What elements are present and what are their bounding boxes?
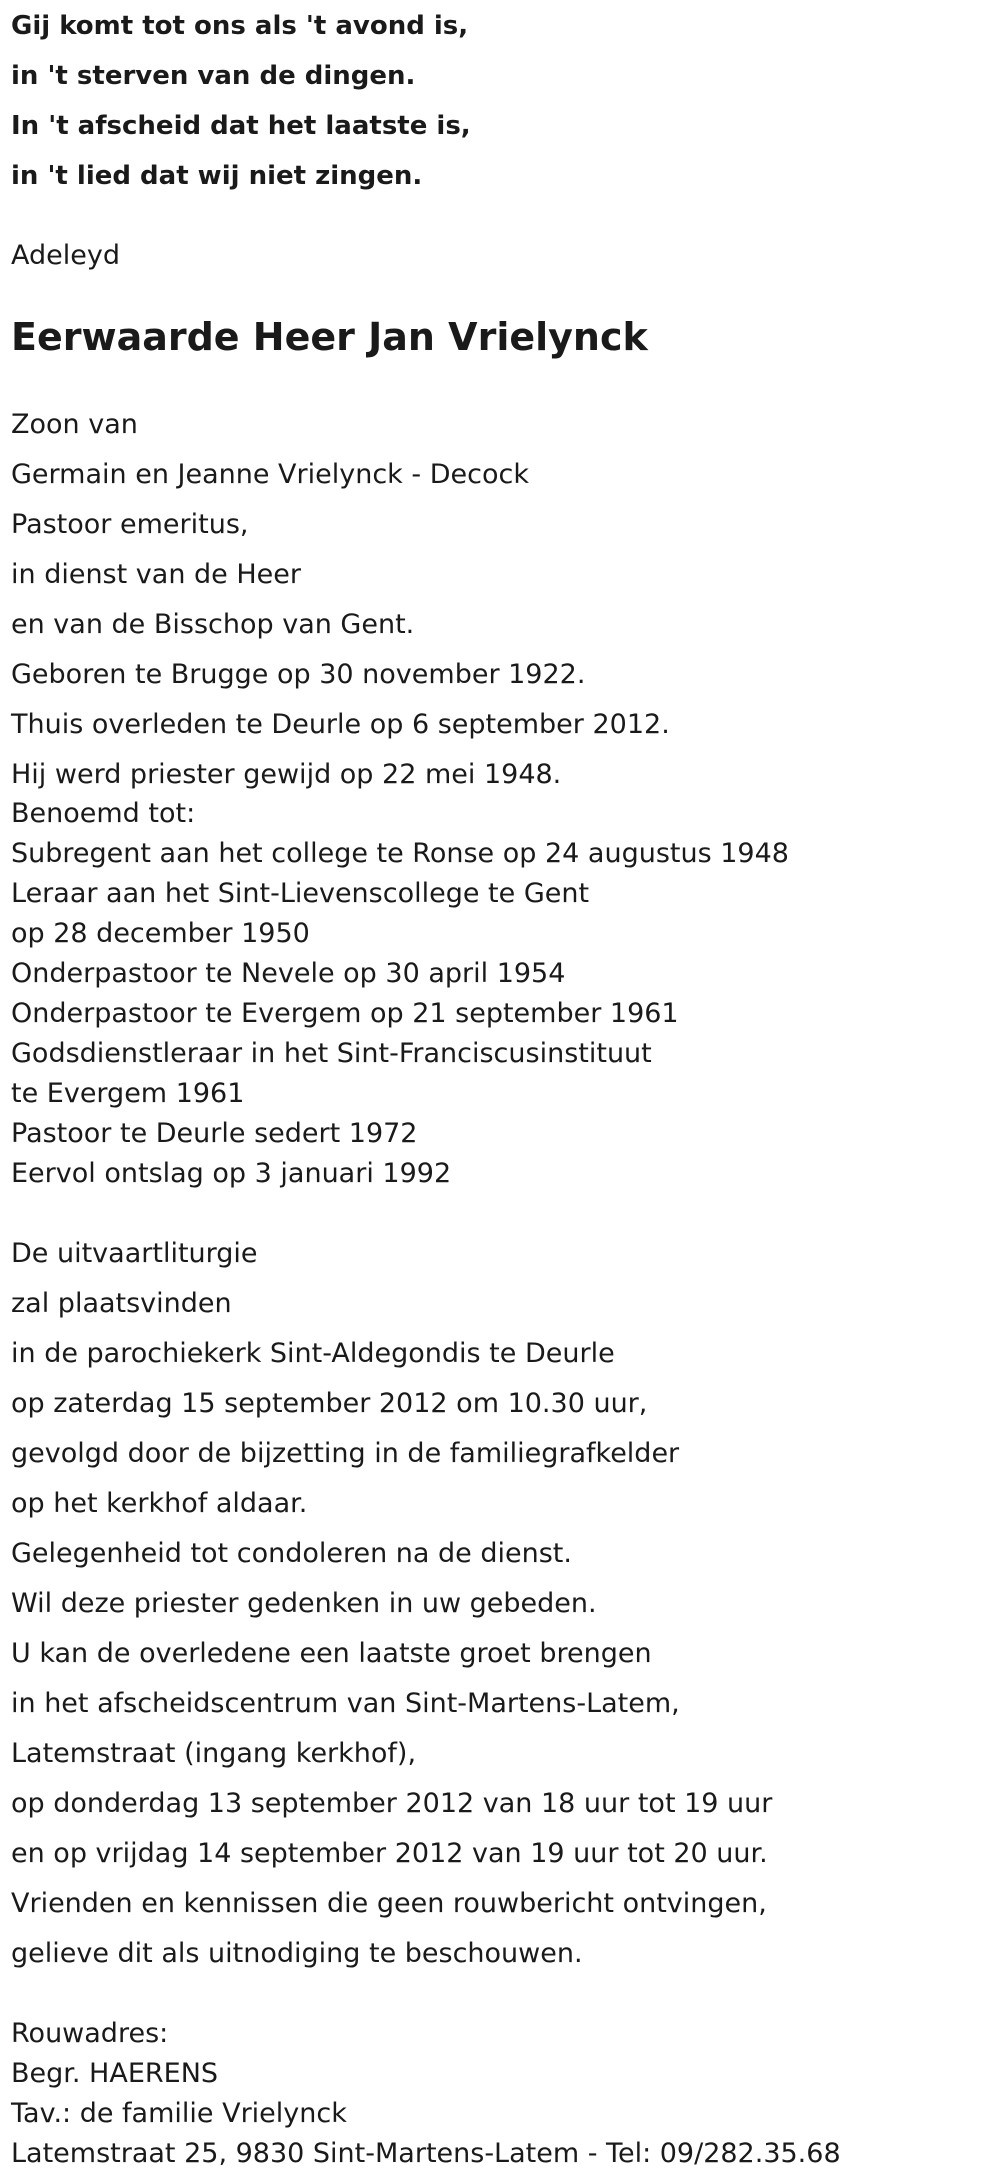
appointment-line: Pastoor te Deurle sedert 1972 [11,1118,418,1149]
bio-line: Pastoor emeritus, [11,509,249,540]
appointment-line: Onderpastoor te Nevele op 30 april 1954 [11,958,566,989]
funeral-line: De uitvaartliturgie [11,1238,258,1269]
appointment-line: Onderpastoor te Evergem op 21 september 1961 [11,998,679,1029]
funeral-line: in het afscheidscentrum van Sint-Martens-Latem, [11,1688,680,1719]
funeral-line: op zaterdag 15 september 2012 om 10.30 uur, [11,1388,648,1419]
poem-line: In 't afscheid dat het laatste is, [11,111,471,141]
poem-author: Adeleyd [11,240,120,271]
bio-line: Geboren te Brugge op 30 november 1922. [11,659,586,690]
funeral-line: en op vrijdag 14 september 2012 van 19 uur tot 20 uur. [11,1838,768,1869]
funeral-line: Vrienden en kennissen die geen rouwbericht ontvingen, [11,1888,767,1919]
poem-line: Gij komt tot ons als 't avond is, [11,11,469,41]
address-line: Tav.: de familie Vrielynck [11,2098,347,2129]
funeral-line: zal plaatsvinden [11,1288,232,1319]
bio-line: en van de Bisschop van Gent. [11,609,415,640]
funeral-line: U kan de overledene een laatste groet brengen [11,1638,652,1669]
appointment-line: Benoemd tot: [11,798,196,829]
funeral-line: op het kerkhof aldaar. [11,1488,308,1519]
appointment-line: op 28 december 1950 [11,918,310,949]
bio-line: Zoon van [11,409,138,440]
poem-line: in 't lied dat wij niet zingen. [11,161,423,191]
funeral-line: in de parochiekerk Sint-Aldegondis te Deurle [11,1338,615,1369]
bio-line: Hij werd priester gewijd op 22 mei 1948. [11,759,562,790]
funeral-line: op donderdag 13 september 2012 van 18 uur tot 19 uur [11,1788,773,1819]
appointment-line: Godsdienstleraar in het Sint-Franciscusinstituut [11,1038,652,1069]
appointment-line: Eervol ontslag op 3 januari 1992 [11,1158,452,1189]
funeral-line: gelieve dit als uitnodiging te beschouwen. [11,1938,583,1969]
poem-line: in 't sterven van de dingen. [11,61,416,91]
funeral-line: Latemstraat (ingang kerkhof), [11,1738,417,1769]
bio-line: Germain en Jeanne Vrielynck - Decock [11,459,529,490]
bio-line: Thuis overleden te Deurle op 6 september 2012. [11,709,670,740]
address-line: Rouwadres: [11,2018,169,2049]
funeral-line: gevolgd door de bijzetting in de familiegrafkelder [11,1438,680,1469]
appointment-line: Leraar aan het Sint-Lievenscollege te Gent [11,878,590,909]
funeral-line: Wil deze priester gedenken in uw gebeden. [11,1588,597,1619]
appointment-line: Subregent aan het college te Ronse op 24 augustus 1948 [11,838,789,869]
bio-line: in dienst van de Heer [11,559,301,590]
address-line: Begr. HAERENS [11,2058,219,2089]
appointment-line: te Evergem 1961 [11,1078,245,1109]
deceased-name: Eerwaarde Heer Jan Vrielynck [11,315,648,359]
funeral-line: Gelegenheid tot condoleren na de dienst. [11,1538,572,1569]
address-line: Latemstraat 25, 9830 Sint-Martens-Latem - Tel: 09/282.35.68 [11,2138,841,2169]
